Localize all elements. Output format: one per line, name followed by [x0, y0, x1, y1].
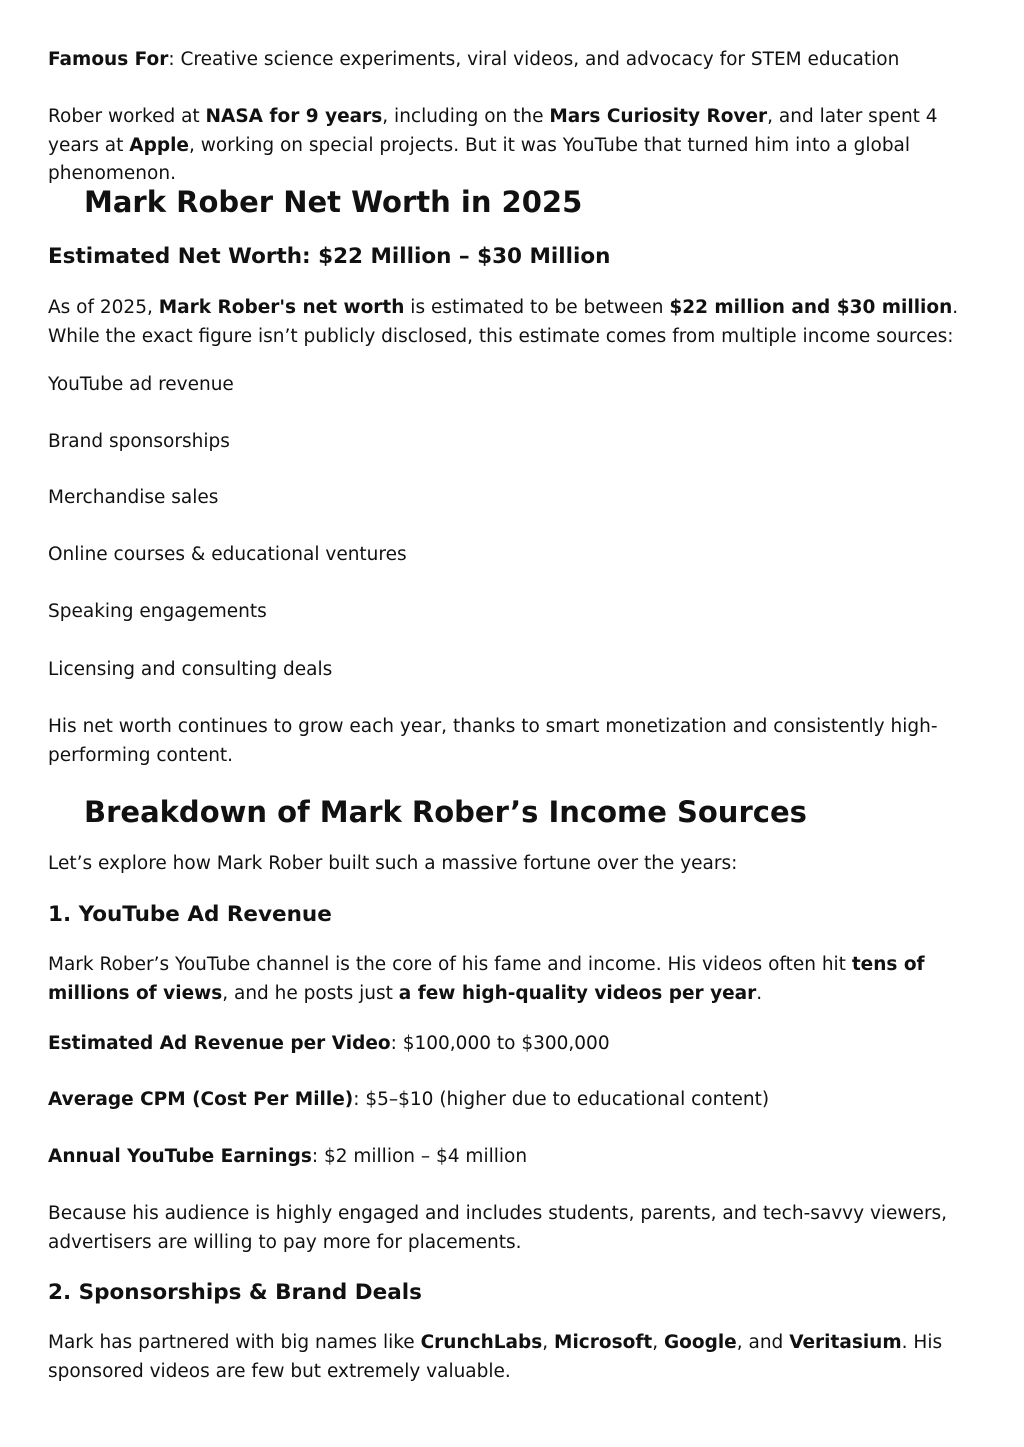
youtube-heading: 1. YouTube Ad Revenue: [48, 902, 332, 927]
net-worth-closing: His net worth continues to grow each year, thanks to smart monetization and consistently high-performing content.: [48, 716, 938, 766]
sponsor-name: CrunchLabs: [420, 1332, 543, 1353]
career-highlight: Mars Curiosity Rover: [549, 106, 768, 127]
career-highlight: Apple: [129, 134, 189, 156]
sponsor-name: Veritasium: [789, 1332, 902, 1353]
career-text: , and later spent 4 years at: [48, 106, 938, 156]
career-text: , working on special projects. But it was YouTube that turned him into a global phenomenon.: [48, 134, 911, 184]
famous-for-text: : Creative science experiments, viral videos, and advocacy for STEM education: [168, 49, 900, 70]
youtube-closing: Because his audience is highly engaged and includes students, parents, and tech-savvy viewers, advertisers are willing to pay more for placements.: [48, 1203, 948, 1253]
famous-for-line: [48, 46, 988, 75]
net-worth-highlight: $22 million and $30 million: [669, 297, 953, 318]
income-source-item: Brand sponsorships: [48, 431, 230, 452]
income-source-item: Speaking engagements: [48, 601, 267, 622]
youtube-stat-value: : $100,000 to $300,000: [390, 1033, 610, 1054]
sponsor-name: Microsoft: [554, 1332, 653, 1353]
youtube-text: Mark Rober’s YouTube channel is the core of his fame and income. His videos often hit: [48, 954, 852, 975]
net-worth-heading: Mark Rober Net Worth in 2025: [84, 185, 583, 219]
career-text: Rober worked at: [48, 106, 206, 127]
youtube-stat-label: Average CPM (Cost Per Mille): [48, 1089, 354, 1110]
net-worth-text: As of 2025,: [48, 297, 159, 318]
sponsorships-separator: ,: [652, 1332, 664, 1353]
net-worth-text: is estimated to be between: [404, 297, 670, 318]
income-source-item: YouTube ad revenue: [48, 374, 234, 395]
income-source-item: Online courses & educational ventures: [48, 544, 407, 565]
youtube-stat-label: Annual YouTube Earnings: [48, 1146, 312, 1167]
youtube-text: .: [756, 982, 763, 1004]
youtube-paragraph: [48, 951, 988, 1008]
net-worth-paragraph: [48, 294, 988, 351]
youtube-highlight: a few high-quality videos per year: [398, 982, 757, 1004]
income-source-item: Licensing and consulting deals: [48, 659, 333, 680]
sponsorships-separator: , and: [736, 1332, 790, 1353]
career-text: , including on the: [382, 106, 550, 127]
net-worth-text: . While the exact figure isn’t publicly disclosed, this estimate comes from multiple income sources:: [48, 297, 959, 347]
sponsor-name: Google: [663, 1332, 737, 1353]
sponsorships-separator: ,: [542, 1332, 555, 1353]
youtube-stat-value: : $2 million – $4 million: [311, 1146, 528, 1167]
youtube-stat-row: [48, 1086, 988, 1115]
famous-for-label: Famous For: [48, 49, 169, 70]
career-highlight: NASA for 9 years: [205, 106, 383, 127]
sponsorships-text: . His sponsored videos are few but extremely valuable.: [48, 1332, 943, 1382]
youtube-stat-value: : $5–$10 (higher due to educational content): [353, 1089, 770, 1110]
sponsorships-paragraph: [48, 1329, 988, 1386]
sponsorships-text: Mark has partnered with big names like: [48, 1332, 421, 1353]
youtube-stat-row: [48, 1030, 988, 1059]
breakdown-heading: Breakdown of Mark Rober’s Income Sources: [84, 795, 807, 829]
career-paragraph: [48, 103, 988, 189]
sponsorships-heading: 2. Sponsorships & Brand Deals: [48, 1280, 422, 1305]
youtube-highlight: tens of millions of views: [48, 954, 925, 1004]
youtube-stat-label: Estimated Ad Revenue per Video: [48, 1033, 391, 1054]
net-worth-highlight: Mark Rober's net worth: [158, 297, 405, 318]
breakdown-intro: Let’s explore how Mark Rober built such a massive fortune over the years:: [48, 853, 738, 874]
youtube-stat-row: [48, 1143, 988, 1172]
youtube-text: , and he posts just: [222, 982, 399, 1004]
net-worth-subheading: Estimated Net Worth: $22 Million – $30 Million: [48, 244, 611, 269]
income-source-item: Merchandise sales: [48, 487, 219, 508]
